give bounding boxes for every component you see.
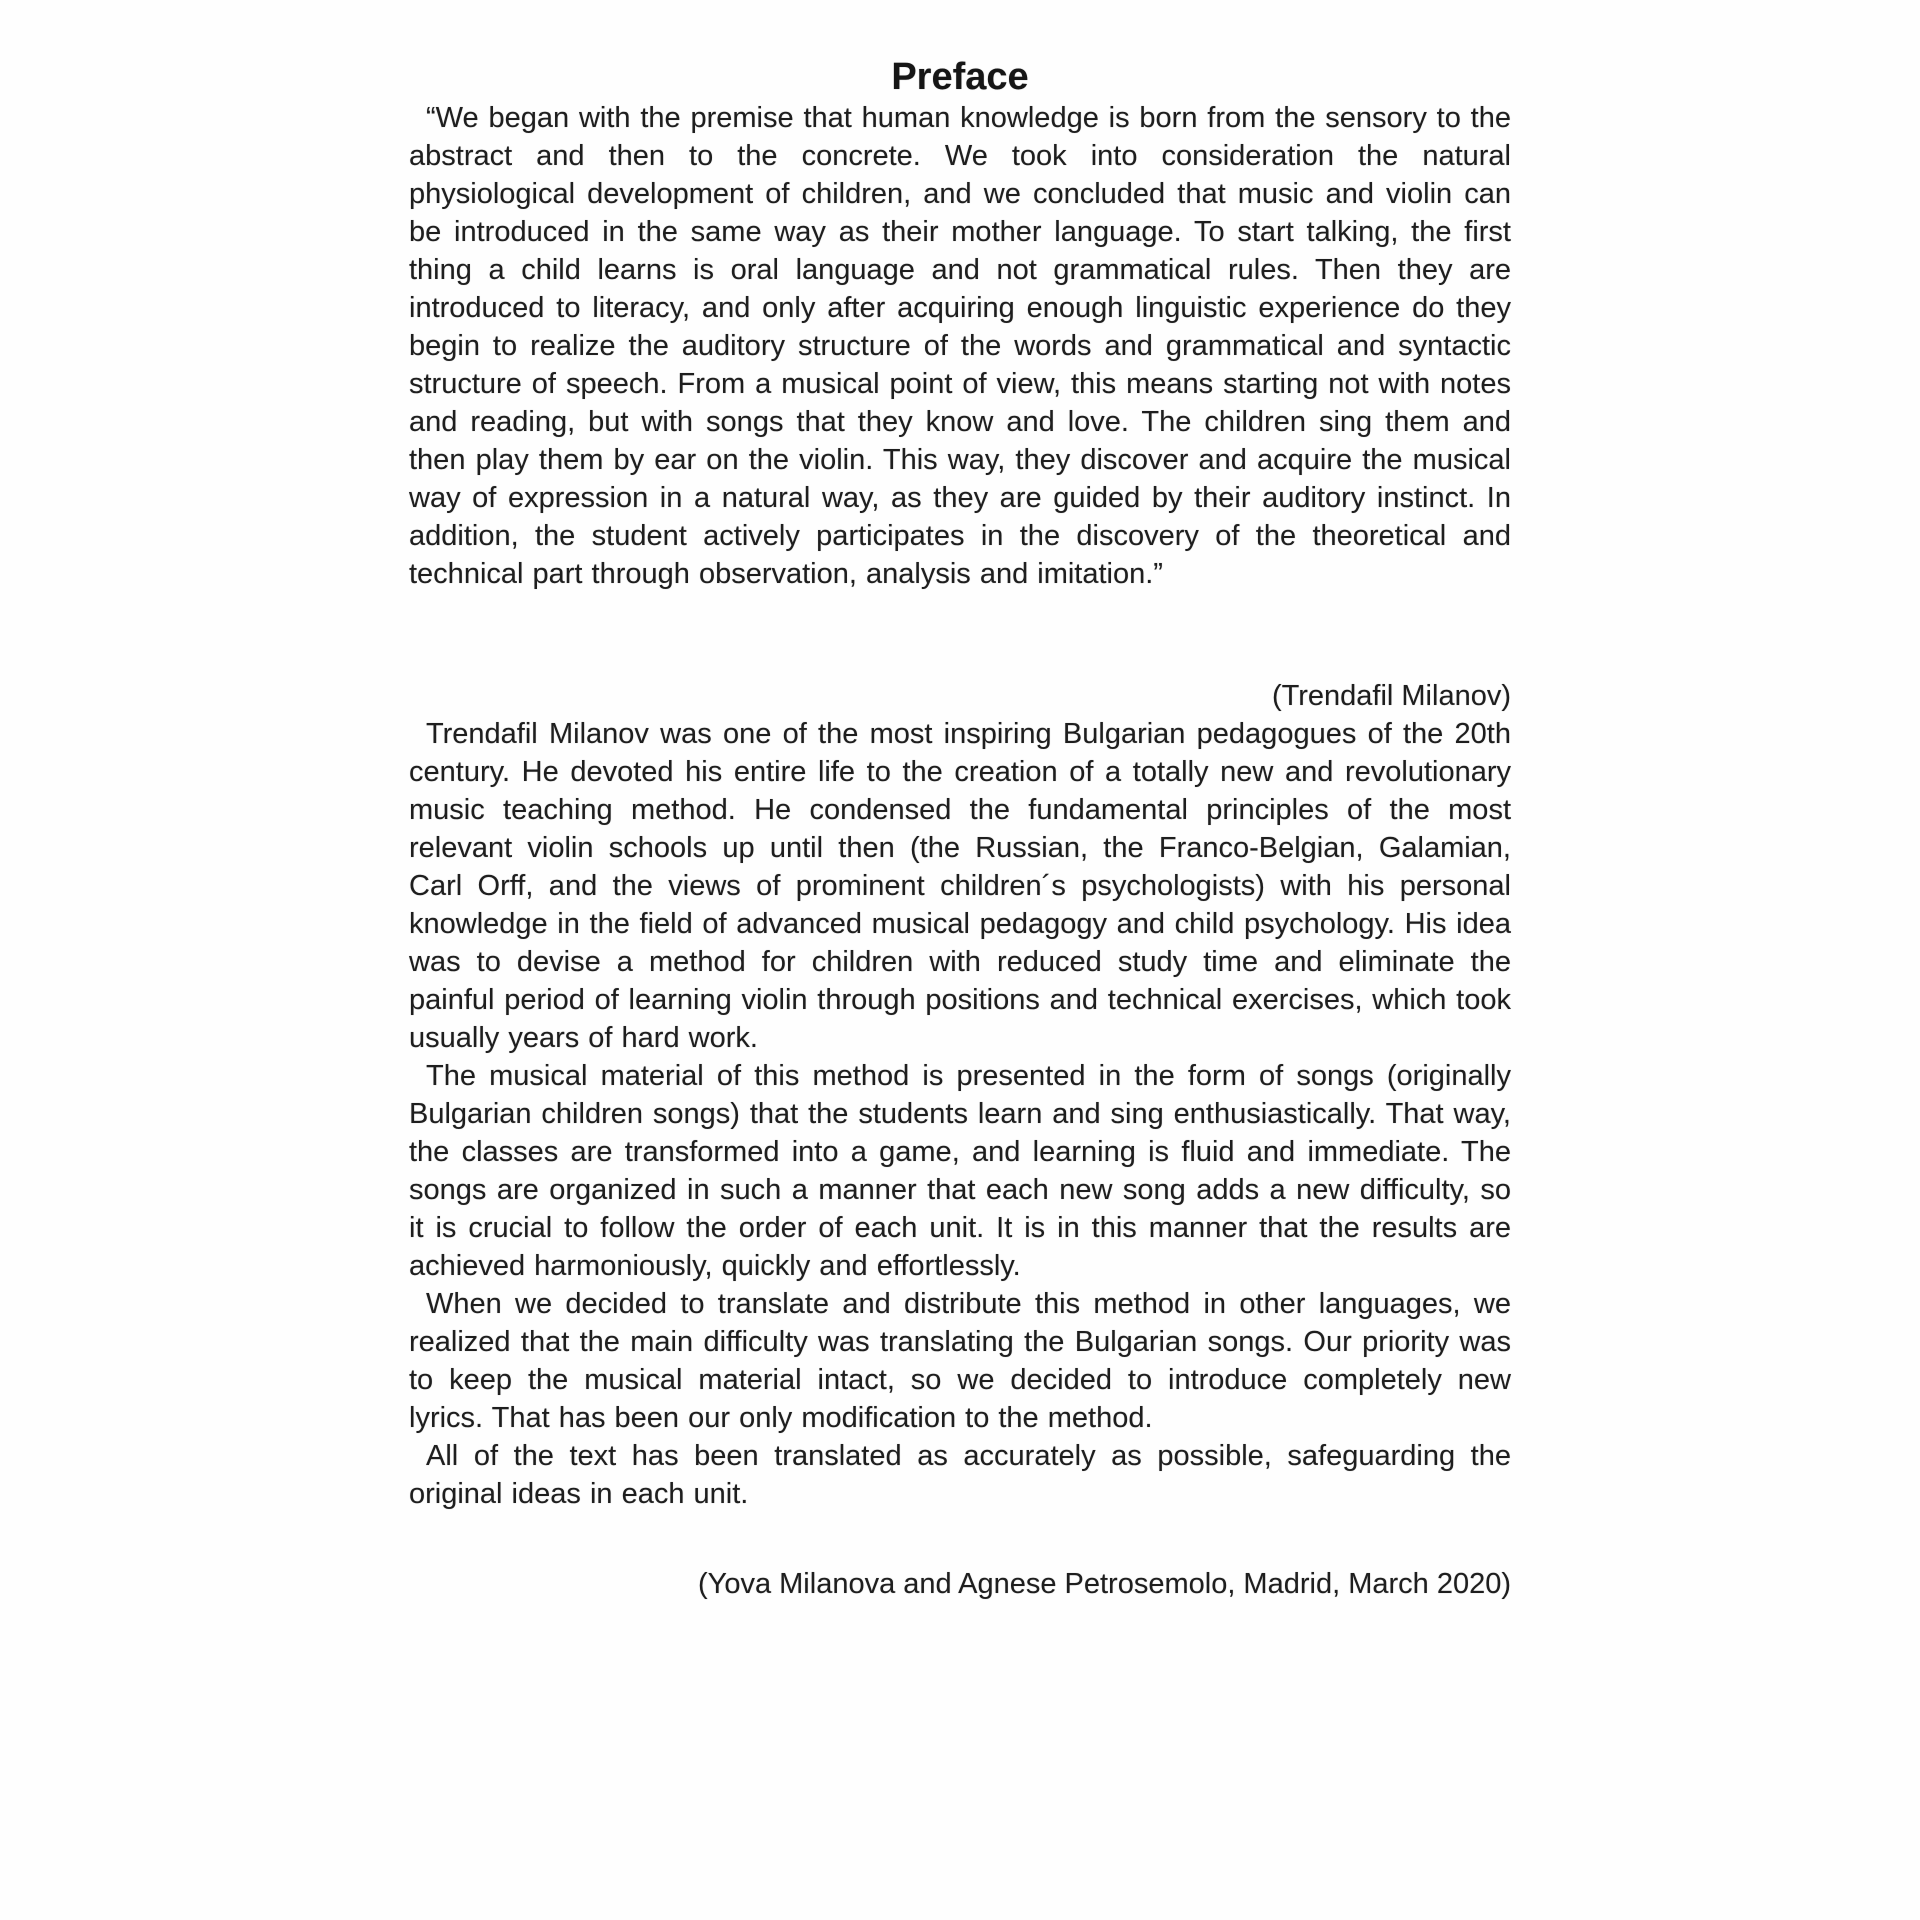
body-paragraph-4: All of the text has been translated as accurately as possible, safeguarding the original ideas in each unit. [409,1440,1511,1510]
signature-attribution: (Yova Milanova and Agnese Petrosemolo, Madrid, March 2020) [698,1568,1511,1600]
body-paragraph-1: Trendafil Milanov was one of the most inspiring Bulgarian pedagogues of the 20th century. He devoted his entire life to the creation of a totally new and revolutionary music teaching method. He condensed the fundamental principles of the most relevant violin schools up until then (the Russian, the Franco-Belgian, Galamian, Carl Orff, and the views of prominent children´s psychologists) with his personal knowledge in the field of advanced musical pedagogy and child psychology. His idea was to devise a method for children with reduced study time and eliminate the painful period of learning violin through positions and technical exercises, which took usually years of hard work. [409,718,1511,1054]
body-paragraph-2: The musical material of this method is presented in the form of songs (originally Bulgarian children songs) that the students learn and sing enthusiastically. That way, the classes are transformed into a game, and learning is fluid and immediate. The songs are organized in such a manner that each new song adds a new difficulty, so it is crucial to follow the order of each unit. It is in this manner that the results are achieved harmoniously, quickly and effortlessly. [409,1060,1511,1282]
quote-attribution: (Trendafil Milanov) [1271,680,1511,712]
text-column [409,0,1511,1603]
body-paragraph-3: When we decided to translate and distribute this method in other languages, we realized that the main difficulty was translating the Bulgarian songs. Our priority was to keep the musical material intact, so we decided to introduce completely new lyrics. That has been our only modification to the method. [409,1288,1511,1434]
opening-quote-paragraph: “We began with the premise that human knowledge is born from the sensory to the abstract and then to the concrete. We took into consideration the natural physiological development of children, and we concluded that music and violin can be introduced in the same way as their mother language. To start talking, the first thing a child learns is oral language and not grammatical rules. Then they are introduced to literacy, and only after acquiring enough linguistic experience do they begin to realize the auditory structure of the words and grammatical and syntactic structure of speech. From a musical point of view, this means starting not with notes and reading, but with songs that they know and love. The children sing them and then play them by ear on the violin. This way, they discover and acquire the musical way of expression in a natural way, as they are guided by their auditory instinct. In addition, the student actively participates in the discovery of the theoretical and technical part through observation, analysis and imitation.” [409,102,1511,590]
page-title: Preface [891,56,1029,98]
